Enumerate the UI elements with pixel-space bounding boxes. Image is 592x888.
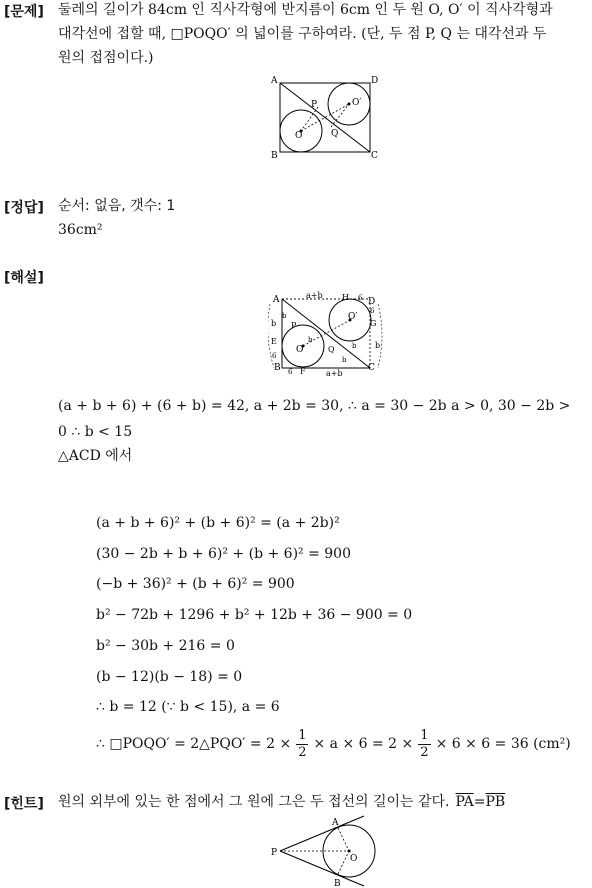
solution-brace-right bbox=[378, 304, 382, 368]
hint-point-o bbox=[348, 850, 351, 853]
sol-label-o: O bbox=[296, 345, 304, 355]
segment-qo-prime bbox=[331, 104, 349, 127]
problem-line-1: 둘레의 길이가 84cm 인 직사각형에 반지름이 6cm 인 두 원 O, O′ 이 직사각형과 bbox=[58, 2, 553, 18]
point-o-prime bbox=[348, 103, 351, 106]
sol-label-o-prime: O′ bbox=[348, 312, 358, 322]
problem-line-3: 원의 접점이다.) bbox=[58, 50, 154, 66]
answer-label: [정답] bbox=[4, 200, 44, 216]
hint-label-a: A bbox=[332, 818, 339, 828]
fraction-1-den: 2 bbox=[298, 744, 307, 760]
sol-label-b-ap: b bbox=[282, 312, 287, 320]
hint-radius-b bbox=[338, 851, 349, 874]
sol-label-b: B bbox=[274, 363, 281, 373]
fraction-2 bbox=[418, 728, 430, 761]
solution-figure bbox=[268, 290, 386, 378]
sol-label-b-diag1: b bbox=[308, 336, 313, 344]
hint-label: [힌트] bbox=[4, 796, 44, 812]
label-c: C bbox=[371, 151, 378, 160]
problem-line-2: 대각선에 접할 때, □POQO′ 의 넓이를 구하여라. (단, 두 점 P, Q 는 대각선과 두 bbox=[58, 26, 547, 42]
sol-label-c: C bbox=[368, 363, 375, 373]
sol-label-g: G bbox=[370, 319, 377, 328]
label-o: O bbox=[295, 131, 303, 141]
hint-figure bbox=[268, 814, 380, 888]
fraction-1-num: 1 bbox=[298, 727, 307, 743]
hint-tangent-upper bbox=[280, 816, 364, 851]
hint-line bbox=[58, 792, 505, 812]
answer-value: 36cm² bbox=[58, 222, 103, 238]
solution-label: [해설] bbox=[4, 270, 44, 286]
sol-label-6-top: 6 bbox=[358, 294, 363, 302]
equation-2: (30 − 2b + b + 6)² + (b + 6)² = 900 bbox=[96, 546, 352, 562]
fraction-2-num: 1 bbox=[420, 727, 429, 743]
equation-1: (a + b + 6)² + (b + 6)² = (a + 2b)² bbox=[96, 515, 340, 531]
sol-label-e: E bbox=[271, 337, 277, 346]
sol-label-q: Q bbox=[328, 345, 335, 354]
equation-5: b² − 30b + 216 = 0 bbox=[96, 638, 235, 654]
label-q: Q bbox=[331, 129, 339, 139]
equation-4: b² − 72b + 1296 + b² + 12b + 36 − 900 = 0 bbox=[96, 607, 413, 623]
problem-label: [문제] bbox=[4, 4, 44, 20]
label-b: B bbox=[271, 151, 278, 160]
fraction-2-den: 2 bbox=[420, 744, 429, 760]
sol-label-bottom-ab: a+b bbox=[326, 369, 343, 378]
hint-label-b: B bbox=[334, 879, 341, 888]
hint-radius-a bbox=[338, 828, 349, 851]
hint-formula-left: $\overline{PA}$ bbox=[455, 794, 474, 810]
sol-label-h: H bbox=[342, 293, 349, 302]
solution-diagonal bbox=[282, 299, 370, 368]
sol-label-b-left: b bbox=[271, 319, 277, 328]
sol-label-6-right: 6 bbox=[370, 307, 375, 315]
answer-meta: 순서: 없음, 갯수: 1 bbox=[58, 198, 176, 214]
equation-7: ∴ b = 12 (∵ b < 15), a = 6 bbox=[96, 699, 280, 715]
diagonal-ac bbox=[280, 83, 370, 152]
final-mid1: × a × 6 = 2 × bbox=[313, 736, 414, 752]
hint-text: 원의 외부에 있는 한 점에서 그 원에 그은 두 접선의 길이는 같다. bbox=[58, 794, 450, 810]
sol-label-f: F bbox=[300, 367, 306, 376]
sol-label-d: D bbox=[368, 297, 376, 307]
solution-line-1: (a + b + 6) + (6 + b) = 42, a + 2b = 30, ∴ a = 30 − 2b a > 0, 30 − 2b > bbox=[58, 398, 571, 414]
equation-6: (b − 12)(b − 18) = 0 bbox=[96, 669, 243, 685]
sol-label-b-diag2: b bbox=[342, 356, 347, 364]
hint-formula-right: $\overline{PB}$ bbox=[485, 794, 506, 810]
problem-figure bbox=[268, 74, 380, 160]
solution-line-2: 0 ∴ b < 15 bbox=[58, 424, 133, 440]
label-a: A bbox=[271, 76, 278, 86]
equation-3: (−b + 36)² + (b + 6)² = 900 bbox=[96, 576, 295, 592]
sol-label-6-bottom: 6 bbox=[288, 368, 293, 376]
equation-final bbox=[96, 722, 571, 766]
sol-label-p: P bbox=[291, 321, 297, 330]
sol-label-a: A bbox=[273, 295, 280, 305]
hint-label-o: O bbox=[350, 854, 358, 864]
fraction-1 bbox=[296, 728, 308, 761]
final-prefix: ∴ □POQO′ = 2△PQO′ = 2 × bbox=[96, 736, 292, 752]
sol-label-b-qc: b bbox=[352, 342, 357, 350]
solution-line-3: △ACD 에서 bbox=[58, 448, 133, 464]
hint-label-p: P bbox=[271, 848, 278, 858]
label-d: D bbox=[371, 76, 379, 86]
final-mid2: × 6 × 6 = 36 (cm²) bbox=[435, 736, 571, 752]
sol-label-top-ab: a+b bbox=[306, 291, 323, 300]
hint-formula-eq: = bbox=[473, 794, 486, 810]
sol-label-6-left: 6 bbox=[272, 352, 277, 360]
label-o-prime: O′ bbox=[352, 98, 362, 108]
sol-label-b-right: b bbox=[375, 341, 381, 350]
label-p: P bbox=[311, 100, 318, 110]
